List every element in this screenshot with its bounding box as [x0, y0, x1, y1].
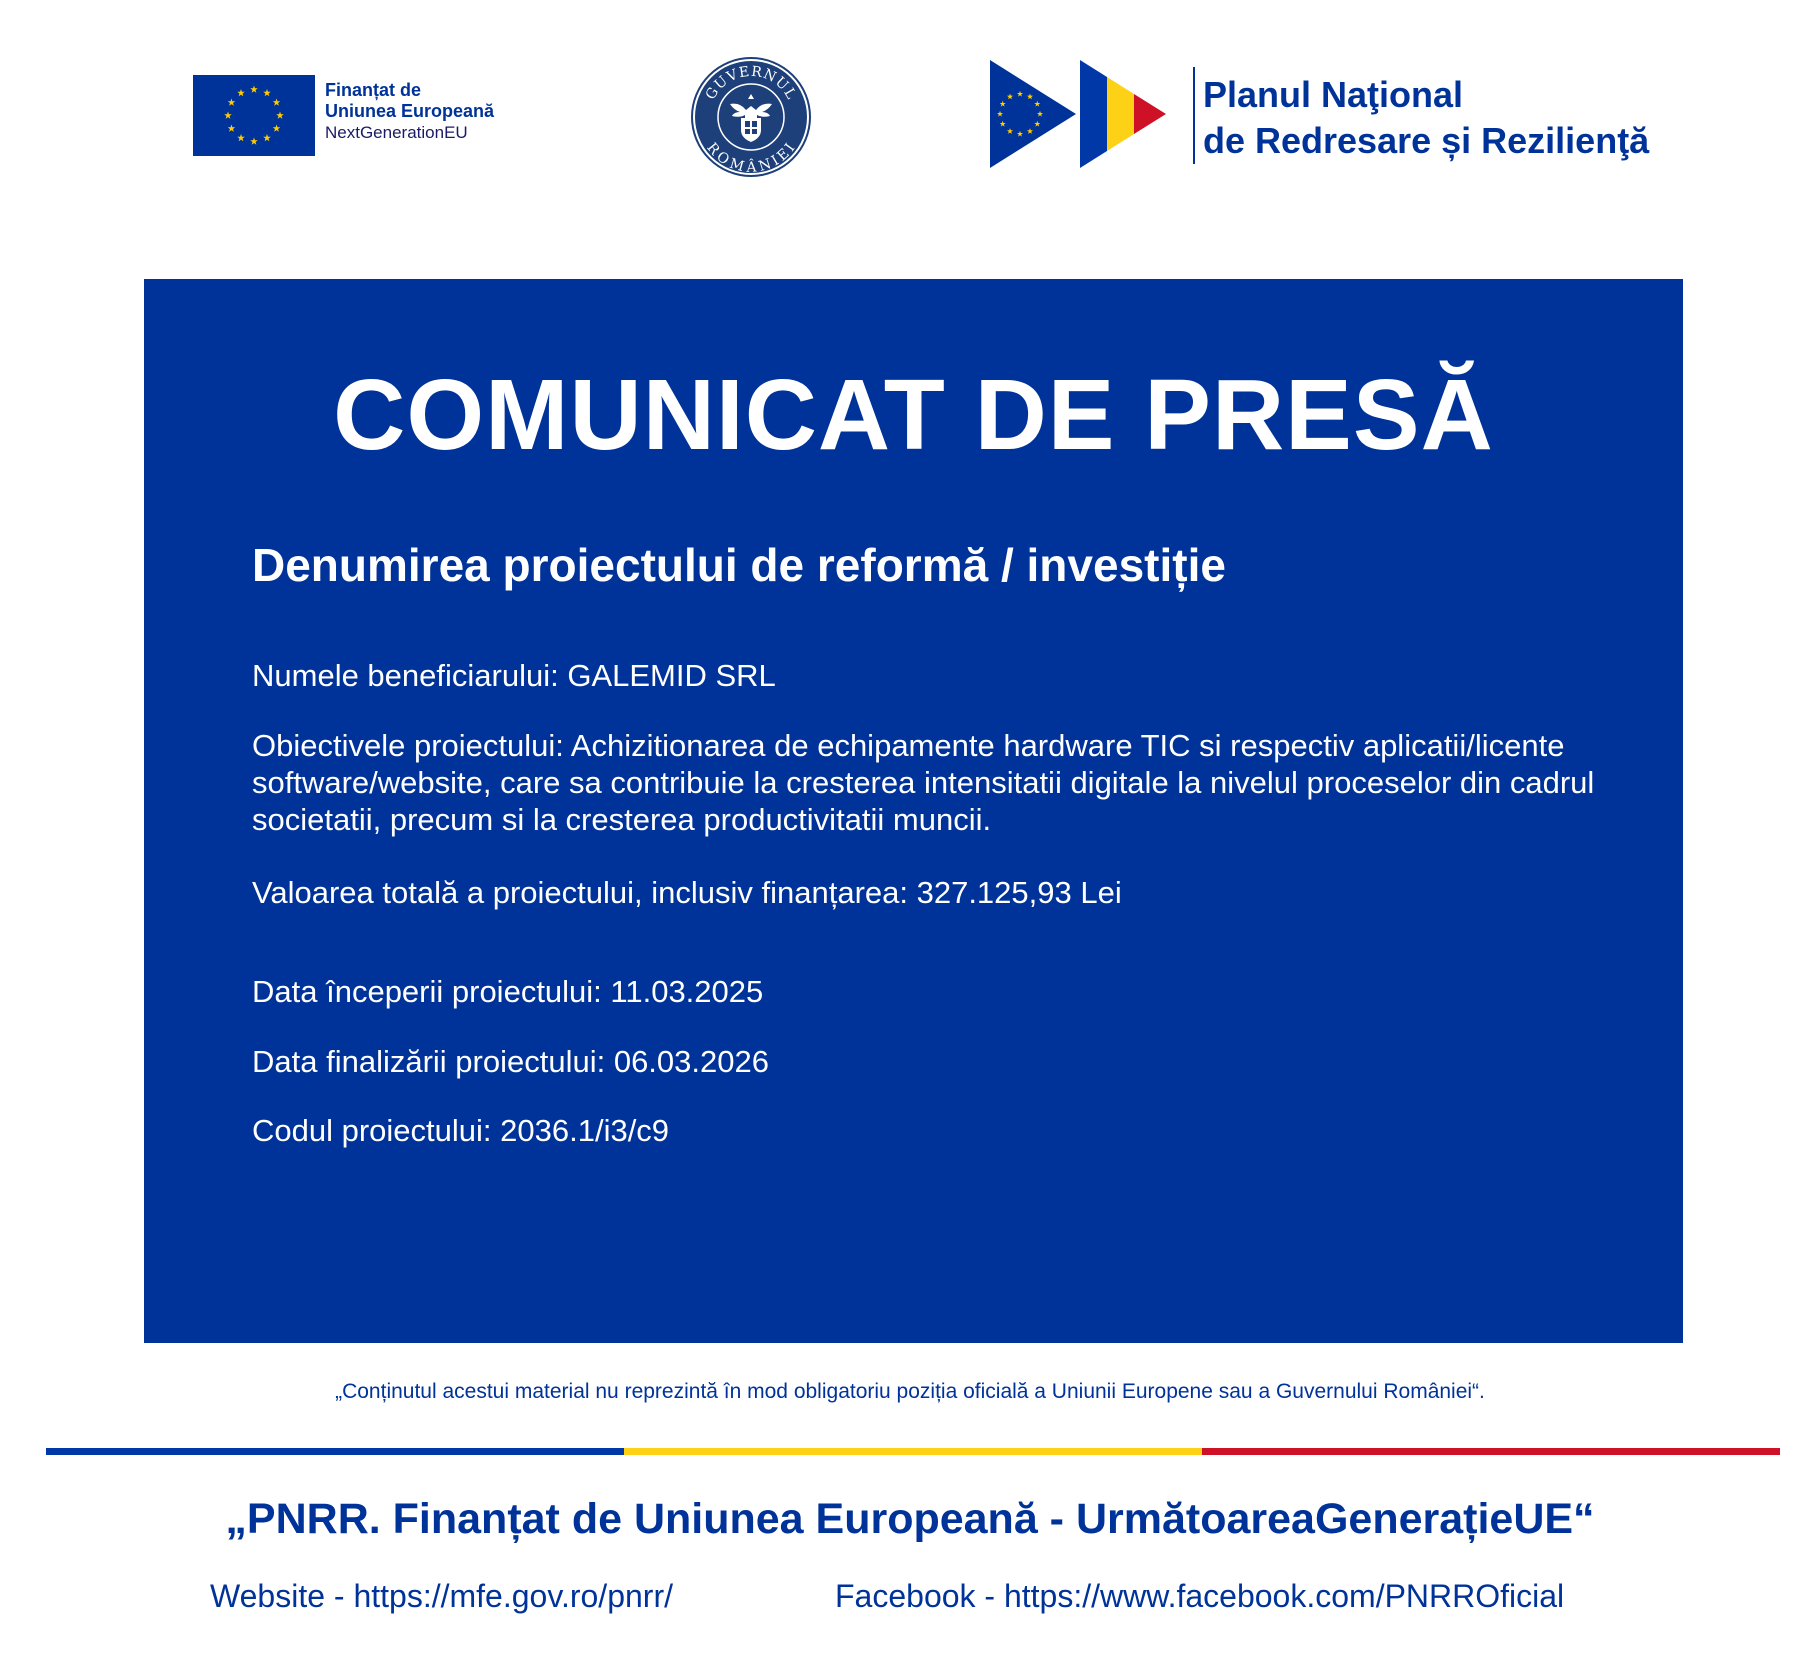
tricolor-red-stripe: [1202, 1448, 1780, 1455]
tricolor-blue-stripe: [46, 1448, 624, 1455]
start-date-line: Data începerii proiectului: 11.03.2025: [252, 974, 764, 1009]
tricolor-yellow-stripe: [624, 1448, 1202, 1455]
pnrr-title: [1203, 72, 1649, 164]
eu-funding-line1: Finanțat de: [325, 80, 422, 100]
logo-divider: [1193, 67, 1195, 164]
seal-text-bottom: ROMÂNIEI: [703, 139, 799, 176]
end-date-line: Data finalizării proiectului: 06.03.2026: [252, 1044, 769, 1079]
objectives-paragraph: Obiectivele proiectului: Achizitionarea de echipamente hardware TIC si respectiv aplicatii/licente software/website, care sa contribuie la cresterea intensitatii digitale la nivelul proceselor din cadrul societatii, precum si la cresterea productivitatii muncii.: [252, 728, 1595, 837]
eu-funding-line3: NextGenerationEU: [325, 123, 468, 142]
eu-funding-line2: Uniunea Europeană: [325, 101, 495, 121]
press-release-title: COMUNICAT DE PRESĂ: [333, 359, 1494, 471]
pnrr-slogan: „PNRR. Finanțat de Uniunea Europeană - UrmătoareaGenerațieUE“: [225, 1495, 1595, 1543]
tricolor-divider: [46, 1448, 1780, 1455]
project-name-heading: Denumirea proiectului de reformă / investiție: [252, 539, 1226, 591]
disclaimer-text: „Conținutul acestui material nu reprezintă în mod obligatoriu poziția oficială a Uniunii Europene sau a Guvernului României“.: [335, 1380, 1485, 1403]
total-value-line: Valoarea totală a proiectului, inclusiv finanțarea: 327.125,93 Lei: [252, 875, 1122, 910]
pnrr-arrow-logo-icon: [990, 60, 1188, 168]
eu-flag-icon: [193, 75, 315, 156]
project-code-line: Codul proiectului: 2036.1/i3/c9: [252, 1113, 670, 1148]
facebook-link[interactable]: Facebook - https://www.facebook.com/PNRROficial: [835, 1578, 1565, 1614]
pnrr-title-line1: Planul Naţional: [1203, 74, 1464, 115]
pnrr-title-line2: de Redresare și Rezilienţă: [1203, 120, 1650, 161]
seal-text-top: GUVERNUL: [702, 63, 800, 103]
government-seal-icon: [690, 56, 812, 178]
eu-funding-label: [325, 80, 494, 143]
website-link[interactable]: Website - https://mfe.gov.ro/pnrr/: [210, 1578, 673, 1614]
beneficiary-line: Numele beneficiarului: GALEMID SRL: [252, 658, 776, 693]
